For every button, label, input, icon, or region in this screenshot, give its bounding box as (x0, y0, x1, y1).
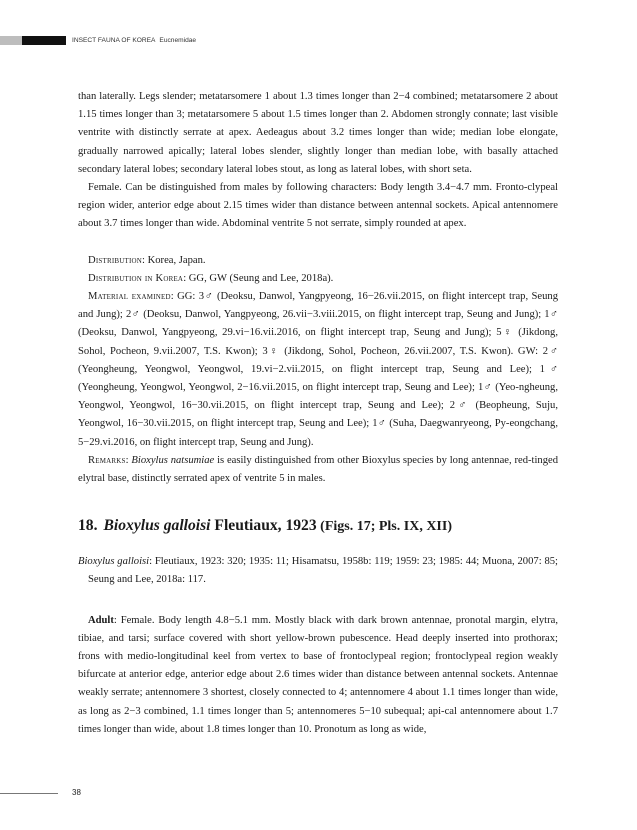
synonymy (78, 553, 558, 589)
species-figures: (Figs. 17; Pls. IX, XII) (316, 519, 452, 535)
distribution-korea-text: : GG, GW (Seung and Lee, 2018a). (183, 272, 334, 284)
species-name: Bioxylus galloisi (103, 517, 211, 535)
synonymy-name: Bioxylus galloisi (78, 556, 150, 568)
adult-description (78, 612, 558, 739)
species-heading (78, 516, 558, 537)
adult-label: Adult (88, 614, 114, 626)
header-subtitle: Eucnemidae (159, 37, 197, 44)
page-number: 38 (72, 788, 81, 797)
distribution-korea (78, 270, 558, 288)
header-title: INSECT FAUNA OF KOREA (72, 37, 156, 44)
running-header (72, 36, 196, 45)
page-body (78, 88, 558, 739)
material-text: : GG: 3♂ (Deoksu, Danwol, Yangpyeong, 16−26.vii.2015, on flight intercept trap, Seung and Jung); 2♂ (Deoksu, Danwol, Yangpyeong, 26.vii−3.viii.2015, on flight intercept trap, Seung and Jung); 1♂ (Deoksu, Danwol, Yangpyeong, 29.vi−16.vii.2016, on flight intercept trap, Seung and Jung); 5♀ (Jikdong, Sohol, Pocheon, 9.vii.2007, T.S. Kwon); 3♀ (Jikdong, Sohol, Pocheon, 26.vii.2007, T.S. Kwon). GW: 2♂ (Yeongheung, Yeongwol, Yeongwol, 19.vi−2.vii.2015, on flight intercept trap, Seung and Lee); 1♂ (Yeongheung, Yeongwol, Yeongwol, 2−16.vii.2015, on flight intercept trap, Seung and Lee); 1♂ (Yeo-ngheung, Yeongwol, Yeongwol, 16−30.vii.2015, on flight intercept trap, Seung and Lee); 2♂ (Beopheung, Suju, Yeongwol, 16−30.vii.2015, on flight intercept trap, Seung and Lee); 1♂ (Suha, Daegwanryeong, Py-eongchang, 5−29.vi.2016, on flight intercept trap, Seung and Jung). (78, 291, 558, 448)
spacer (78, 488, 558, 516)
material-label: Material examined (88, 291, 171, 303)
remarks-text: is easily distinguished from other Bioxylus species by long antennae, red-tinged elytral base, distinctly serrated apex of ventrite 5 in males. (78, 454, 558, 485)
remarks-label: Remarks (88, 454, 126, 466)
footer-rule (0, 793, 58, 794)
distribution-korea-label: Distribution in Korea (88, 272, 184, 284)
spacer (78, 234, 558, 252)
distribution-text: : Korea, Japan. (142, 254, 206, 266)
remarks-species: Bioxylus natsumiae (131, 454, 215, 466)
remarks-separator: : (125, 454, 132, 466)
species-number: 18. (78, 517, 98, 535)
distribution (78, 252, 558, 270)
paragraph-female-description: Female. Can be distinguished from males by following characters: Body length 3.4−4.7 mm. Fronto-clypeal region wider, anterior edge about 2.15 times wider than distance between antennal sockets. Apical antennomere about 3.7 times longer than wide. Abdominal ventrite 5 not serrate, simply rounded at apex. (78, 182, 558, 230)
spacer (78, 590, 558, 612)
paragraph-male-description: than laterally. Legs slender; metatarsomere 1 about 1.3 times longer than 2−4 combined; metatarsomere 2 about 1.15 times longer than 3; metatarsomere 5 about 1.5 times longer than 2. Abdomen strongly connate; last visible ventrite with distinctly serrate at apex. Aedeagus about 3.2 times longer than wide; median lobe elongate, gradually narrowed apically; lateral lobes slender, slightly longer than median lobe, with basally attached secondary lateral lobes; secondary lateral lobes stout, as long as lateral lobes, with short seta. (78, 91, 558, 175)
distribution-label: Distribution (88, 254, 142, 266)
species-author: Fleutiaux, 1923 (210, 517, 317, 535)
synonymy-text: : Fleutiaux, 1923: 320; 1935: 11; Hisamatsu, 1958b: 119; 1959: 23; 1985: 44; Muona, 2007: 85; Seung and Lee, 2018a: 117. (88, 556, 558, 586)
adult-text: : Female. Body length 4.8−5.1 mm. Mostly black with dark brown antennae, pronotal margin, elytra, tibiae, and tarsi; surface covered with short yellow-brown pubescence. Head deeply inserted into prothorax; frons with medio-longitudinal keel from vertex to base of frontoclypeal region; frontoclypeal region weakly bifurcate at anterior edge, anterior edge about 2.6 times wider than distance between antennal sockets. Antennae weakly serrate; antennomere 3 shortest, closely connected to 4; antennomere 4 about 1.1 times longer than wide, as long as 2−3 combined, 1.1 times longer than 5; antennomeres 5−10 subequal; api-cal antennomere about 1.7 times longer than wide, about 1.8 times longer than 10. Pronotum as long as wide, (78, 614, 558, 735)
header-bar-accent (0, 36, 22, 45)
material-examined (78, 288, 558, 452)
spacer (78, 537, 558, 553)
header-bar (22, 36, 66, 45)
remarks (78, 452, 558, 488)
